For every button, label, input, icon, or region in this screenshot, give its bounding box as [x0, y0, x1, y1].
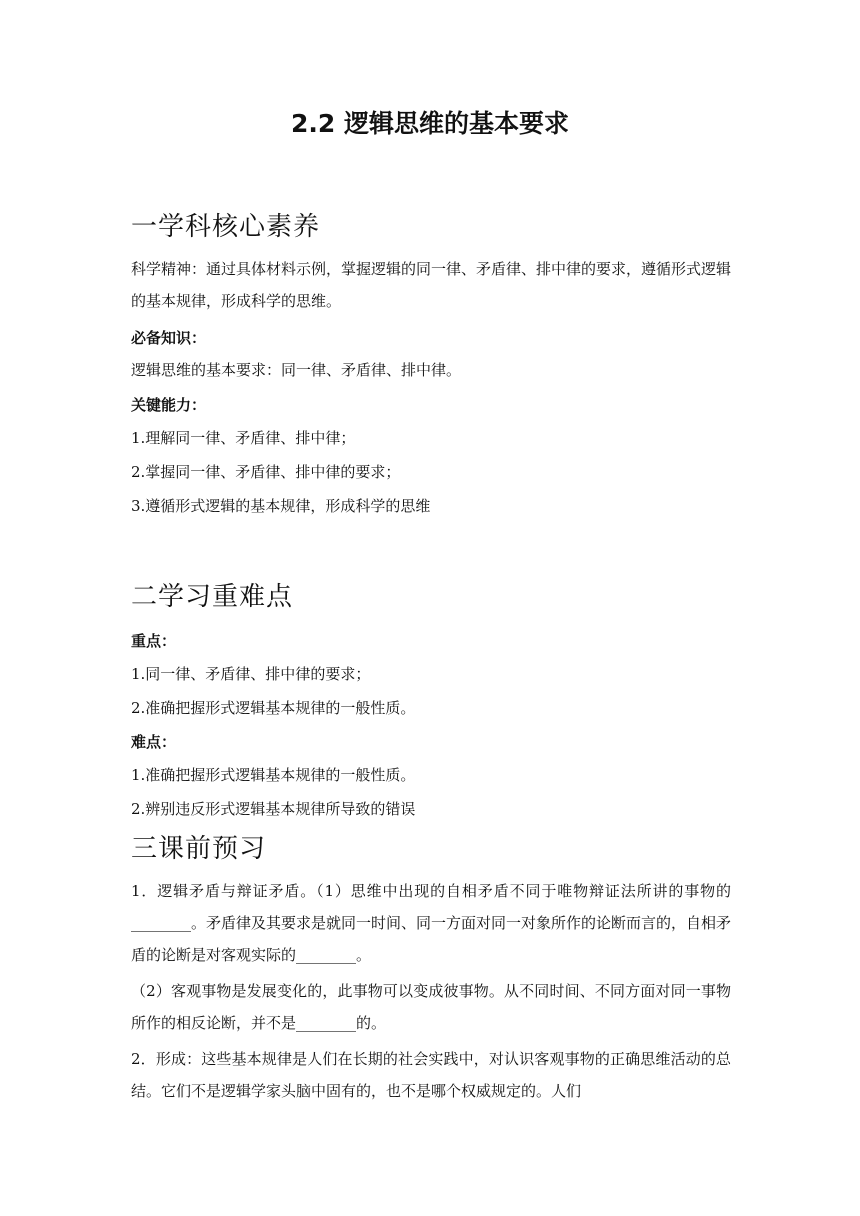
section-heading-key-difficult: 二学习重难点 — [131, 582, 294, 612]
question-1-paragraph: 1．逻辑矛盾与辩证矛盾。（1）思维中出现的自相矛盾不同于唯物辩证法所讲的事物的________。矛盾律及其要求是就同一时间、同一方面对同一对象所作的论断而言的，自相矛盾的论断是对客观实际的________。 — [131, 882, 732, 964]
knowledge-label: 必备知识： — [131, 329, 207, 347]
science-spirit-paragraph: 科学精神：通过具体材料示例，掌握逻辑的同一律、矛盾律、排中律的要求，遵循形式逻辑的基本规律，形成科学的思维。 — [131, 260, 732, 310]
key-label: 重点： — [131, 632, 177, 650]
difficult-point-item: 1.准确把握形式逻辑基本规律的一般性质。 — [131, 766, 416, 784]
difficult-label: 难点： — [131, 733, 177, 751]
question-1b-paragraph: （2）客观事物是发展变化的，此事物可以变成彼事物。从不同时间、不同方面对同一事物所作的相反论断，并不是________的。 — [131, 982, 731, 1032]
ability-item: 3.遵循形式逻辑的基本规律，形成科学的思维 — [131, 497, 431, 515]
question-2-paragraph: 2．形成：这些基本规律是人们在长期的社会实践中，对认识客观事物的正确思维活动的总结。它们不是逻辑学家头脑中固有的，也不是哪个权威规定的。人们 — [131, 1050, 731, 1100]
key-point-item: 1.同一律、矛盾律、排中律的要求； — [131, 665, 371, 683]
page-title: 2.2 逻辑思维的基本要求 — [291, 109, 569, 138]
difficult-point-item: 2.辨别违反形式逻辑基本规律所导致的错误 — [131, 800, 416, 818]
ability-label: 关键能力： — [131, 396, 207, 414]
knowledge-text: 逻辑思维的基本要求：同一律、矛盾律、排中律。 — [131, 361, 462, 379]
ability-item: 1.理解同一律、矛盾律、排中律； — [131, 429, 356, 447]
section-heading-core-literacy: 一学科核心素养 — [131, 212, 321, 242]
ability-item: 2.掌握同一律、矛盾律、排中律的要求； — [131, 463, 401, 481]
section-heading-preview: 三课前预习 — [131, 834, 267, 864]
key-point-item: 2.准确把握形式逻辑基本规律的一般性质。 — [131, 699, 416, 717]
